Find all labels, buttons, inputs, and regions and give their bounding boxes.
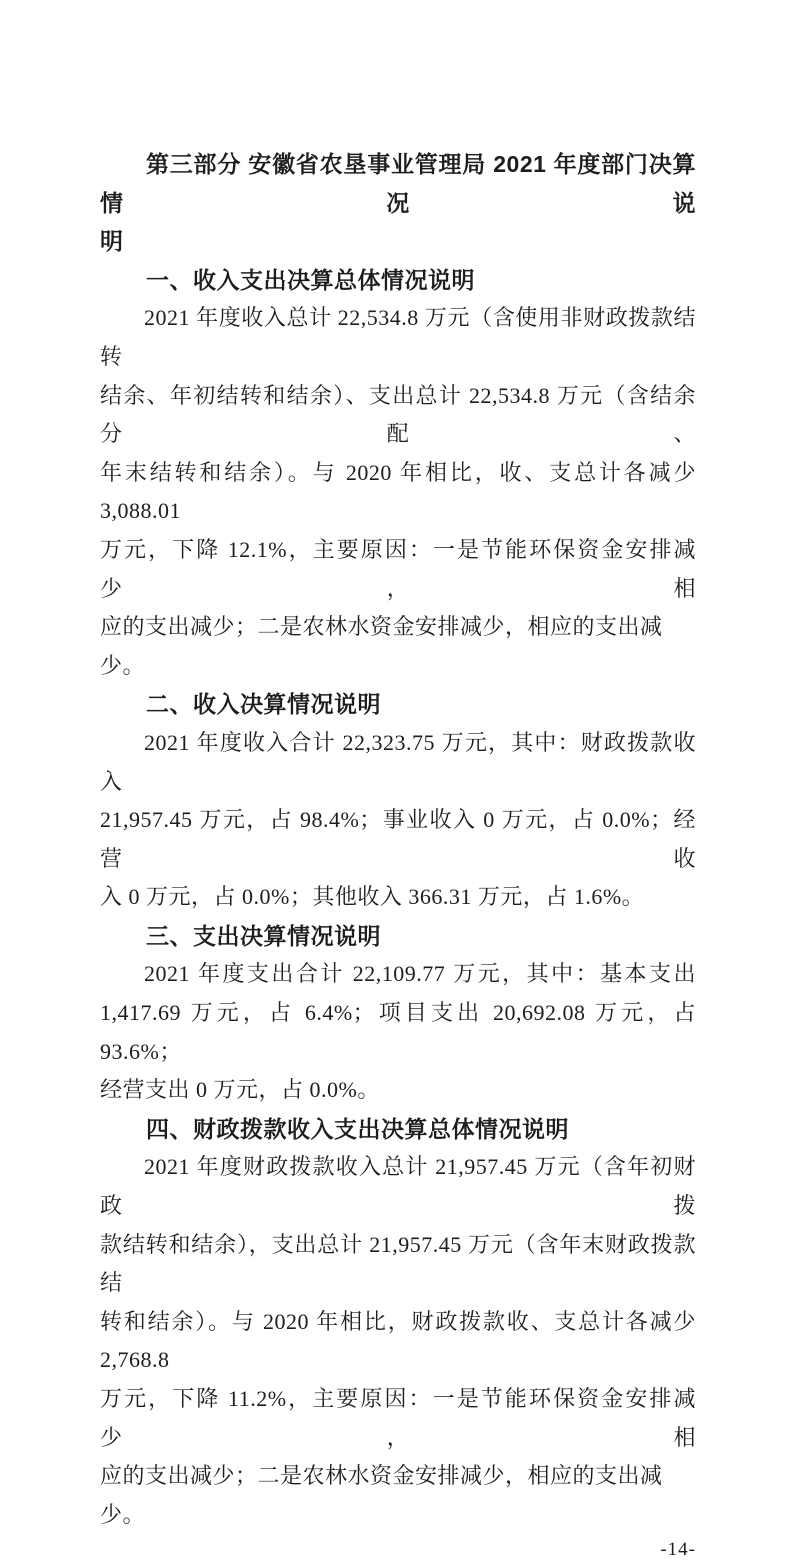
document-title-line-2: 明 <box>100 228 124 255</box>
section-4-paragraph-line: 款结转和结余），支出总计 21,957.45 万元（含年末财政拨款结 <box>100 1231 696 1296</box>
section-4-paragraph-line: 2021 年度财政拨款收入总计 21,957.45 万元（含年初财政拨 <box>100 1154 696 1219</box>
section-4-paragraph-line: 应的支出减少；二是农林水资金安排减少，相应的支出减少。 <box>100 1463 663 1527</box>
section-3-paragraph-line: 经营支出 0 万元，占 0.0%。 <box>100 1077 380 1103</box>
section-1-paragraph-line: 结余、年初结转和结余）、支出总计 22,534.8 万元（含结余分配、 <box>100 382 696 447</box>
section-3-heading: 三、支出决算情况说明 <box>146 922 381 949</box>
section-2-paragraph-line: 21,957.45 万元，占 98.4%；事业收入 0 万元，占 0.0%；经营收 <box>100 807 696 871</box>
section-2-paragraph-line: 入 0 万元，占 0.0%；其他收入 366.31 万元，占 1.6%。 <box>100 884 645 910</box>
section-2-paragraph-line: 2021 年度收入合计 22,323.75 万元，其中：财政拨款收入 <box>100 729 696 794</box>
document-body <box>100 145 696 1563</box>
section-3-paragraph-line: 1,417.69 万元，占 6.4%；项目支出 20,692.08 万元，占 93.6%； <box>100 1000 696 1064</box>
section-1-paragraph-line: 年末结转和结余）。与 2020 年相比，收、支总计各减少 3,088.01 <box>100 459 696 524</box>
section-4-heading: 四、财政拨款收入支出决算总体情况说明 <box>146 1115 569 1142</box>
section-4-paragraph-line: 转和结余）。与 2020 年相比，财政拨款收、支总计各减少 2,768.8 <box>100 1308 696 1373</box>
document-title-line-1: 第三部分 安徽省农垦事业管理局 2021 年度部门决算情况说 <box>100 151 696 216</box>
page-number: -14- <box>660 1539 696 1561</box>
section-1-paragraph-line: 应的支出减少；二是农林水资金安排减少，相应的支出减少。 <box>100 614 663 678</box>
section-2-heading: 二、收入决算情况说明 <box>146 691 381 718</box>
section-1-paragraph-line: 2021 年度收入总计 22,534.8 万元（含使用非财政拨款结转 <box>100 305 696 369</box>
section-1-paragraph-line: 万元，下降 12.1%，主要原因：一是节能环保资金安排减少，相 <box>100 536 696 601</box>
section-4-paragraph-line: 万元，下降 11.2%，主要原因：一是节能环保资金安排减少，相 <box>100 1386 696 1450</box>
section-1-heading: 一、收入支出决算总体情况说明 <box>146 266 475 293</box>
section-3-paragraph-line: 2021 年度支出合计 22,109.77 万元，其中：基本支出 <box>144 961 696 987</box>
